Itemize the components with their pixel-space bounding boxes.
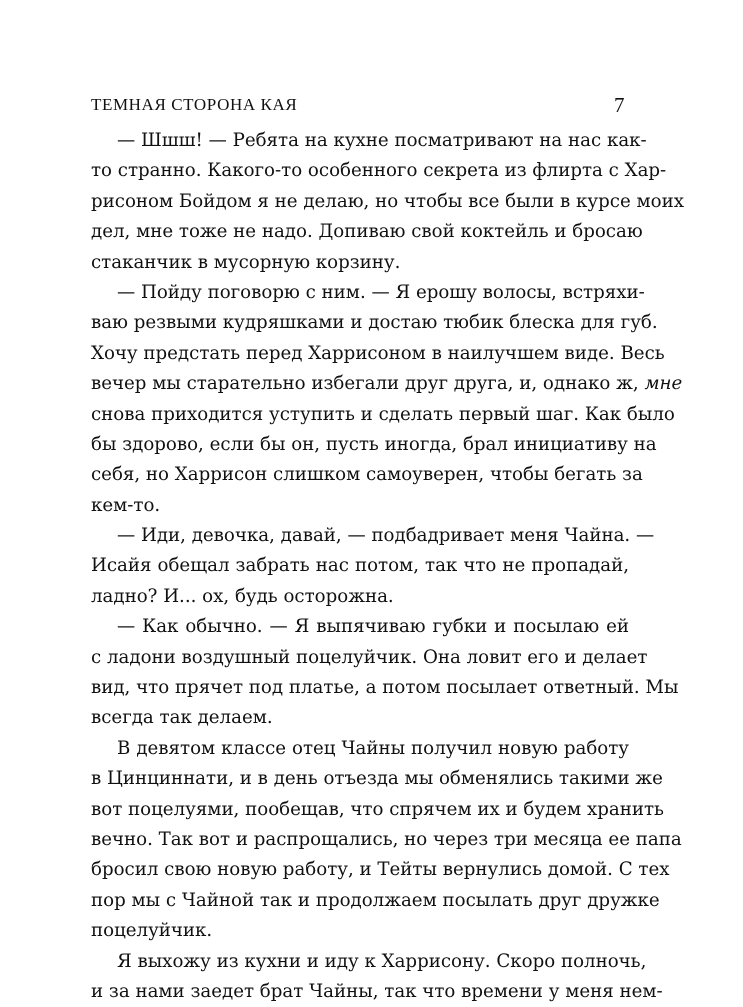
text-line: поцелуйчик. <box>91 920 213 942</box>
paragraph <box>91 612 679 734</box>
text-line: в Цинциннати, и в день отъезда мы обменялись такими же <box>91 768 663 790</box>
text-segment: вечер мы старательно избегали друг друга, и, однако ж, <box>91 373 639 395</box>
paragraph <box>91 278 683 521</box>
text-line: — Шшш! — Ребята на кухне посматривают на нас как- <box>117 130 647 151</box>
text-line: вот поцелуями, пообещав, что спрячем их и будем хранить <box>91 798 664 820</box>
text-line: вечно. Так вот и распрощались, но через три месяца ее папа <box>91 828 682 850</box>
text-line: — Как обычно. — Я выпячиваю губки и посылаю ей <box>117 616 629 638</box>
text-line: то странно. Какого-то особенного секрета из флирта с Хар- <box>91 160 667 182</box>
text-line: бросил свою новую работу, и Тейты вернулись домой. С тех <box>91 859 670 881</box>
text-line: с ладони воздушный поцелуйчик. Она ловит его и делает <box>91 646 648 668</box>
text-line-with-italic <box>91 369 683 399</box>
paragraph <box>91 947 663 1007</box>
text-line: Хочу предстать перед Харрисоном в наилучшем виде. Весь <box>91 342 665 364</box>
text-line: снова приходится уступить и сделать первый шаг. Как было <box>91 403 675 425</box>
paragraph <box>91 521 655 612</box>
text-line: себя, но Харрисон слишком самоуверен, чтобы бегать за <box>91 464 643 486</box>
text-line: — Пойду поговорю с ним. — Я ерошу волосы, встряхи- <box>117 281 645 303</box>
text-line: В девятом классе отец Чайны получил новую работу <box>117 737 629 759</box>
running-title: ТЕМНАЯ СТОРОНА КАЯ <box>91 95 298 114</box>
body-text <box>91 126 684 1007</box>
text-line: всегда так делаем. <box>91 707 273 729</box>
text-line: кем-то. <box>91 494 161 516</box>
text-line: бы здорово, если бы он, пусть иногда, брал инициативу на <box>91 433 657 455</box>
paragraph <box>91 126 684 278</box>
text-line: и за нами заедет брат Чайны, так что времени у меня нем- <box>91 980 663 1002</box>
text-line: дел, мне тоже не надо. Допиваю свой коктейль и бросаю <box>91 221 643 243</box>
text-line: Я выхожу из кухни и иду к Харрисону. Скоро полночь, <box>117 950 647 972</box>
text-line: вид, что прячет под платье, а потом посылает ответный. Мы <box>91 677 679 699</box>
text-line: Исайя обещал забрать нас потом, так что не пропадай, <box>91 555 629 577</box>
italic-word: мне <box>644 373 683 395</box>
text-line: — Иди, девочка, давай, — подбадривает меня Чайна. — <box>117 525 655 547</box>
text-line: ваю резвыми кудряшками и достаю тюбик блеска для губ. <box>91 312 658 334</box>
paragraph <box>91 734 682 947</box>
text-line: пор мы с Чайной так и продолжаем посылать друг дружке <box>91 889 660 911</box>
text-line: стаканчик в мусорную корзину. <box>91 251 401 273</box>
page-number: 7 <box>614 93 625 117</box>
text-line: ладно? И... ох, будь осторожна. <box>91 585 394 607</box>
text-line: рисоном Бойдом я не делаю, но чтобы все были в курсе моих <box>91 190 684 212</box>
